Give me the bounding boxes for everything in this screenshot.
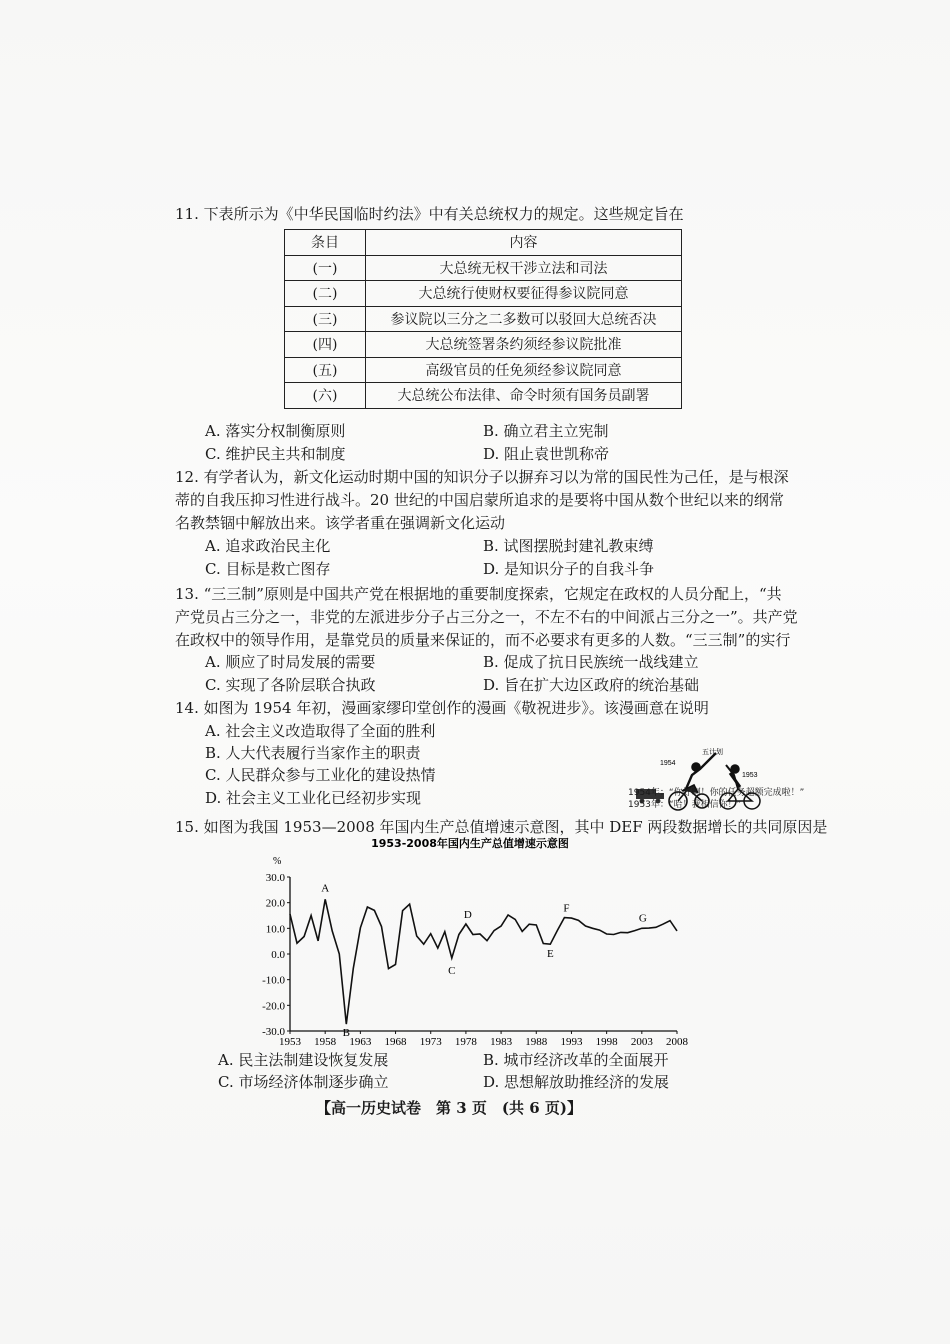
cartoon-label-plan: 五计划	[702, 749, 723, 756]
q12-stem-line-1: 12. 有学者认为，新文化运动时期中国的知识分子以摒弃习以为常的国民性为己任，是与根深	[175, 468, 789, 486]
q15-option-b[interactable]: B. 城市经济改革的全面展开	[483, 1051, 669, 1069]
cartoon-caption-1953: 1953年：“哈！我相信你！”	[628, 800, 742, 810]
y-tick-label: 20.0	[265, 897, 285, 910]
x-tick-label: 1963	[349, 1036, 372, 1047]
x-tick-label: 1953	[279, 1036, 301, 1047]
q12-stem-line-3: 名教禁锢中解放出来。该学者重在强调新文化运动	[175, 514, 506, 532]
table-row	[285, 306, 682, 332]
table-row	[285, 332, 682, 358]
q14-option-d[interactable]: D. 社会主义工业化已经初步实现	[205, 789, 422, 807]
annotation-label-g: G	[638, 912, 647, 925]
table-header-article: 条目	[285, 230, 366, 256]
y-axis-unit-label: %	[273, 856, 282, 867]
q13-option-b[interactable]: B. 促成了抗日民族统一战线建立	[483, 653, 699, 671]
annotation-label-e: E	[546, 948, 554, 961]
q15-stem: 15. 如图为我国 1953—2008 年国内生产总值增速示意图，其中 DEF 两段数据增长的共同原因是	[175, 818, 828, 836]
cartoon-caption-1954: 1954年：“你好啊！你的任务超额完成啦！”	[628, 788, 805, 798]
x-tick-label: 1998	[595, 1036, 618, 1047]
q12-stem-line-2: 蒂的自我压抑习性进行战斗。20 世纪的中国启蒙所追求的是要将中国从数个世纪以来的纲常	[175, 491, 784, 509]
x-tick-label: 2003	[630, 1036, 653, 1047]
table-cell-article: (一)	[285, 255, 366, 281]
table-cell-content: 大总统签署条约须经参议院批准	[366, 332, 682, 358]
x-tick-label: 2008	[666, 1036, 688, 1047]
q15-option-d[interactable]: D. 思想解放助推经济的发展	[483, 1073, 670, 1091]
y-tick-label: 30.0	[265, 872, 285, 884]
table-cell-article: (二)	[285, 281, 366, 307]
x-tick-label: 1988	[525, 1036, 548, 1047]
gdp-growth-series-line	[290, 899, 677, 1024]
annotation-label-a: A	[321, 882, 330, 895]
q11-option-c[interactable]: C. 维护民主共和制度	[205, 445, 346, 463]
chart-title: 1953-2008年国内生产总值增速示意图	[371, 837, 569, 850]
q14-option-a[interactable]: A. 社会主义改造取得了全面的胜利	[205, 722, 436, 740]
table-row	[285, 255, 682, 281]
q12-option-d[interactable]: D. 是知识分子的自我斗争	[483, 560, 655, 578]
table-cell-content: 参议院以三分之二多数可以驳回大总统否决	[366, 306, 682, 332]
x-tick-label: 1983	[490, 1036, 513, 1047]
q15-option-a[interactable]: A. 民主法制建设恢复发展	[218, 1051, 389, 1069]
x-tick-label: 1973	[419, 1036, 442, 1047]
x-tick-label: 1978	[454, 1036, 477, 1047]
table-header-content: 内容	[366, 230, 682, 256]
y-tick-label: -10.0	[262, 974, 285, 987]
q14-option-b[interactable]: B. 人大代表履行当家作主的职责	[205, 744, 421, 762]
q14-stem: 14. 如图为 1954 年初，漫画家缪印堂创作的漫画《敬祝进步》。该漫画意在说明	[175, 699, 709, 717]
table-cell-article: (三)	[285, 306, 366, 332]
cartoon-label-1953: 1953	[742, 772, 758, 779]
table-row	[285, 357, 682, 383]
table-cell-content: 大总统无权干涉立法和司法	[366, 255, 682, 281]
x-tick-label: 1958	[314, 1036, 337, 1047]
q12-option-c[interactable]: C. 目标是救亡图存	[205, 560, 331, 578]
y-tick-label: 0.0	[271, 949, 285, 961]
table-cell-content: 大总统公布法律、命令时须有国务员副署	[366, 383, 682, 409]
table-cell-content: 高级官员的任免须经参议院同意	[366, 357, 682, 383]
x-tick-label: 1968	[384, 1036, 407, 1047]
annotation-label-c: C	[448, 965, 456, 978]
annotation-label-b: B	[342, 1027, 350, 1040]
y-tick-label: 10.0	[265, 923, 285, 936]
table-row	[285, 281, 682, 307]
annotation-label-d: D	[463, 908, 472, 921]
table-cell-article: (四)	[285, 332, 366, 358]
q13-stem-line-2: 产党员占三分之一，非党的左派进步分子占三分之一，不左不右的中间派占三分之一”。共产党	[175, 608, 798, 626]
q13-stem-line-3: 在政权中的领导作用，是靠党员的质量来保证的，而不必要求有更多的人数。“三三制”的实行	[175, 631, 791, 649]
q13-stem-line-1: 13. “三三制”原则是中国共产党在根据地的重要制度探索，它规定在政权的人员分配上，“共	[175, 585, 782, 603]
q11-option-b[interactable]: B. 确立君主立宪制	[483, 422, 609, 440]
y-tick-label: -20.0	[262, 1000, 285, 1013]
page-footer: 【高一历史试卷 第 3 页 (共 6 页)】	[316, 1099, 582, 1117]
q15-option-c[interactable]: C. 市场经济体制逐步确立	[218, 1073, 389, 1091]
q11-stem: 11. 下表所示为《中华民国临时约法》中有关总统权力的规定。这些规定旨在	[175, 205, 684, 223]
table-cell-article: (六)	[285, 383, 366, 409]
provisional-constitution-table	[284, 229, 682, 409]
table-cell-article: (五)	[285, 357, 366, 383]
x-tick-label: 1993	[560, 1036, 583, 1047]
table-header-row	[285, 230, 682, 256]
q13-option-a[interactable]: A. 顺应了时局发展的需要	[205, 653, 376, 671]
table-row	[285, 383, 682, 409]
q11-option-d[interactable]: D. 阻止袁世凯称帝	[483, 445, 610, 463]
table-cell-content: 大总统行使财权要征得参议院同意	[366, 281, 682, 307]
q11-option-a[interactable]: A. 落实分权制衡原则	[205, 422, 346, 440]
gdp-growth-chart	[230, 832, 710, 1047]
q12-option-b[interactable]: B. 试图摆脱封建礼教束缚	[483, 537, 654, 555]
q14-option-c[interactable]: C. 人民群众参与工业化的建设热情	[205, 766, 436, 784]
q13-option-c[interactable]: C. 实现了各阶层联合执政	[205, 676, 376, 694]
q12-option-a[interactable]: A. 追求政治民主化	[205, 537, 331, 555]
cartoon-label-1954: 1954	[660, 760, 676, 767]
annotation-label-f: F	[563, 902, 570, 915]
y-tick-label: -30.0	[262, 1026, 285, 1038]
q13-option-d[interactable]: D. 旨在扩大边区政府的统治基础	[483, 676, 700, 694]
